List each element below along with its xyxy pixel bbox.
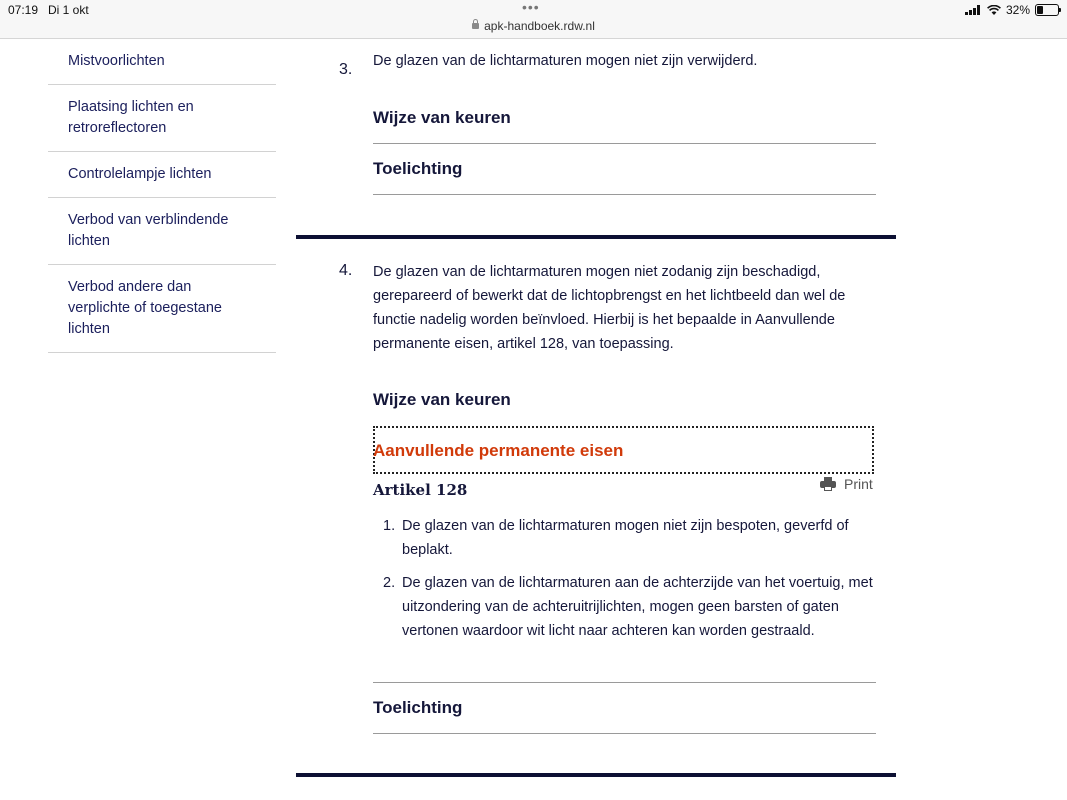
printer-icon	[820, 477, 836, 491]
list-item-number: 2.	[383, 575, 396, 591]
toelichting-heading[interactable]: Toelichting	[373, 159, 463, 178]
cellular-signal-icon	[965, 5, 981, 15]
print-button[interactable]	[820, 476, 873, 492]
toelichting-heading[interactable]: Toelichting	[373, 698, 463, 717]
sidebar-item-controlelampje[interactable]: Controlelampje lichten	[48, 152, 276, 198]
status-time: 07:19	[8, 3, 39, 17]
sidebar-item-plaatsing-lichten[interactable]: Plaatsing lichten en retroreflectoren	[48, 85, 276, 152]
list-item	[383, 571, 873, 643]
divider	[373, 733, 876, 734]
list-item-text: De glazen van de lichtarmaturen mogen niet zijn bespoten, geverfd of beplakt.	[402, 518, 849, 558]
divider	[373, 194, 876, 195]
status-bar	[0, 0, 1067, 39]
section-separator	[296, 773, 896, 777]
list-item-number: 1.	[383, 518, 396, 534]
address-url: apk-handboek.rdw.nl	[484, 19, 595, 33]
battery-icon	[1035, 4, 1059, 16]
lock-icon	[472, 23, 479, 29]
list-item	[383, 514, 873, 562]
section-number: 3.	[339, 61, 353, 78]
artikel-list	[383, 514, 873, 643]
section-separator	[296, 235, 896, 239]
wijze-van-keuren-heading[interactable]: Wijze van keuren	[373, 390, 511, 409]
list-item-text: De glazen van de lichtarmaturen aan de achterzijde van het voertuig, met uitzondering van de achteruitrijlichten, mogen geen barsten of gaten vertonen waardoor wit licht naar achteren kan worden gestraald.	[402, 575, 873, 639]
sidebar-item-verbod-andere[interactable]: Verbod andere dan verplichte of toegestane lichten	[48, 265, 276, 353]
status-indicators	[965, 3, 1059, 17]
wifi-icon	[987, 5, 1001, 15]
address-bar[interactable]	[0, 19, 1067, 33]
divider	[373, 682, 876, 683]
multitasking-dots-icon[interactable]: •••	[522, 0, 540, 15]
sidebar-item-mistvoorlichten[interactable]: Mistvoorlichten	[48, 39, 276, 85]
section-text: De glazen van de lichtarmaturen mogen niet zijn verwijderd.	[373, 53, 758, 69]
artikel-title: Artikel 128	[373, 481, 468, 499]
sidebar-nav	[48, 39, 276, 353]
wijze-van-keuren-heading[interactable]: Wijze van keuren	[373, 108, 511, 127]
battery-percentage: 32%	[1005, 3, 1030, 17]
status-date: Di 1 okt	[48, 3, 89, 17]
battery-fill	[1037, 6, 1043, 14]
aanvullende-eisen-link[interactable]: Aanvullende permanente eisen	[373, 441, 624, 460]
section-text: De glazen van de lichtarmaturen mogen niet zodanig zijn beschadigd, gerepareerd of bewerkt dat de lichtopbrengst en het lichtbeeld dan wel de functie nadelig worden beïnvloed. Hierbij is het bepaalde in Aanvullende permanente eisen, artikel 128, van toepassing.	[373, 264, 846, 352]
divider	[373, 143, 876, 144]
print-label: Print	[844, 476, 873, 492]
section-number: 4.	[339, 262, 353, 279]
sidebar-item-verbod-verblindende[interactable]: Verbod van verblindende lichten	[48, 198, 276, 265]
